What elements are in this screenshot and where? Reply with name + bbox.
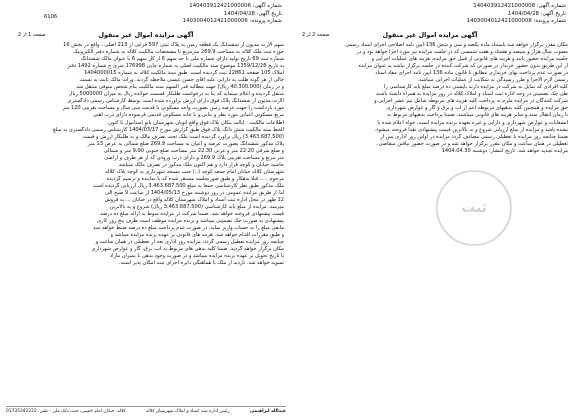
text-line: تعطیلی در همان ساعت و مکان مقرر برگزار خواهد شد و در صورت حضور نیافتن متقاضی، <box>376 140 568 147</box>
text-line: مرحوم ..... قبلا بدهکار و طبق صورتجلسه مستقر شده که با نماینده و ترسیم گردیده <box>106 175 284 182</box>
notice-body <box>292 42 568 155</box>
text-line: خالی از هر گونه طلب به دارایی علیه اقای حسن عیسی ملاحظه گردید. وراث مالک ثابت به نسبت <box>79 77 284 84</box>
text-line: (3.463.687.500) ریال برآورد گردیده است ملک تحت تصرف مالک و به طلبکار ارزش و قیمت <box>82 133 284 140</box>
notice-body <box>8 42 284 268</box>
text-line: مصوب سال هزار و سیصد و هشتاد و هفت شمسی که در جلسه مزایده نیز مورد اجرا خواهد بود و در <box>356 49 568 56</box>
signatory-name: عبدالله ابراهیمی <box>249 409 286 415</box>
text-line: و ضلع شرقی 22.20 متر و غربی 22.30 متر مساحت ضلع جنوبی 9.90 متر و شمالی <box>103 147 284 154</box>
text-line: نشده باشد و مزایده از مبلغ ارزیابی شروع و به بالاترین قیمت پیشنهادی نقدا فروخته میشود. <box>374 126 568 133</box>
text-line: حاشیه خیابان و کوچه قرار دارد و هم اکنون ملک مذکور در تصرف مالک میباشد <box>118 161 284 168</box>
text-line: رسمی لازم الاجرا و طرز رسیدگی به شکایت از عملیات اجرایی میباشد. <box>417 77 568 84</box>
text-line: مزایده تجدید خواهد شد. تاریخ انتشار: دوشنبه 1404.04.30 <box>441 147 568 154</box>
text-line: تسویه خواهد شد. بازدید از ملک با هماهنگی دایره اجرای ثبت امکان پذیر است. <box>118 260 284 267</box>
text-line: شرکت کنندگان در مزایده ملزم به پرداخت کلیه هزینه های مربوطه شامل نیم عشر اجرایی و <box>374 98 568 105</box>
text-line: شهرستان کلاله خیابان امام جمعه کوچه (..) جنب مسجد شهرداری به کوچه پلاک کلاله <box>105 168 284 175</box>
text-line: پلاک مذکور ششدانگ بصورت عرصه و اعیان به مساحت 269.9 ضلع شمالی به عرض 13 متر <box>87 140 284 147</box>
text-line: حق مزایده و همچنین کلیه بدهیهای مربوطه اعم از آب و برق و گاز و عوارض شهرداری <box>386 105 568 112</box>
signatory-role: رئیس اداره ثبت اسناد و املاک شهرستان کلاله <box>146 409 230 415</box>
notice-page-2 <box>288 0 572 420</box>
text-line: تا زمان انتقال سند و سایر هزینه های قانونی میباشند. ضمنا پرداخت بدهیهای مربوط به <box>387 112 568 119</box>
notice-meta <box>132 3 282 26</box>
notice-number: شماره آگهی: 140403912421000008 <box>473 3 566 9</box>
text-line: قیمت پیشنهادی فروخته خواهد شد. ضمنا شرکت در مزایده منوط به ارائه مبلغ ده درصد <box>100 211 284 218</box>
text-line: مکان برگزار خواهد گردید. ضمنا کلیه بدهی های مربوط به آب، برق، گاز و عوارض شهرداری <box>91 246 284 253</box>
text-line: مربع مسکونی اعیانی مورد نظر و بنایی و با خانه مسکونی قدیمی فرسوده دارای درب آهنی <box>92 112 284 119</box>
text-line: منتقل گردیده و اعلام مینماید که بنا به درخواست طلبکار قسمت خوانده ریال به میزان 5000000 ریال <box>68 91 284 98</box>
text-line: و طبق مقررات اقدام خواهد شد. هزینه های قانونی بر عهده برنده مزایده میباشد و <box>110 232 284 239</box>
text-line: مورد بازداشت را جهت عرصه زمین بصورت واحد مسکونی تا قدمت سی سال و مساحت تقریبی 120 متر <box>62 105 284 112</box>
stamp-watermark: ثبت <box>436 170 512 246</box>
notice-date: تاریخ آگهی: 1404/04/28 <box>223 10 282 17</box>
office-address: کلاله، خیابان امام خمینی، جنب بانک ملی - تلفن: 01735342222 <box>6 409 126 415</box>
text-line: ضمنا چنانچه روز مزایده با تعطیلی رسمی مصادف گردد مزایده در اولین روز اداری پس از <box>380 133 568 140</box>
text-line: مکان مقرر برگزار خواهد شد باستناد ماده یکصد و سی و شش 136-آیین نامه اصلاحی اجرای اسناد رسمی <box>345 42 568 48</box>
case-number: شماره پرونده: 1403004012421000006 <box>182 18 282 25</box>
text-line: سهم الارث مدیون از ششدانگ یک قطعه زمین به پلاک ثبتی 597 فرعی از 213 اصلی ، واقع در بخش 16 <box>63 42 284 48</box>
text-line: شماره ثبت 69 تاریخ تولید دارای شماره ملی تا حد سهم 6 از کل سهم 6 با عنوان مالک ششدانگ <box>80 56 284 63</box>
case-number: شماره پرونده: 1403004012421000008 <box>466 18 566 25</box>
page-title: آگهی مزایده اموال غیر منقول <box>98 31 194 39</box>
document-code: 6106 <box>44 14 58 20</box>
text-line: مابقی مبلغ را به حساب واریز نماید. در صورت عدم پرداخت مبلغ ده درصد ضبط خواهد شد <box>93 225 284 232</box>
page-number: صفحه 2 از 2 <box>302 32 330 38</box>
page-title: آگهی مزایده اموال غیر منقول <box>382 31 478 39</box>
text-line: انشعابات و عوارض شهرداری و دارایی و غیره بعهده برنده مزایده است، خواه اعلام شده یا <box>377 119 568 126</box>
text-line: در صورت عدم پرداخت بهای خریداری مطابق با قانون ماده 136 آیین نامه اجرای مفاد اسناد <box>375 70 568 77</box>
text-line: از این طریق بدون حضور خریدار در صورتی که شرکت کننده در جلسه برگزار نباشد به عنوان مزایده <box>358 63 568 70</box>
text-line: تا تاریخ تحویل بر عهده برنده مزایده میباشد و در صورت وجود بدهی تا بمیزان مازاد <box>109 253 284 260</box>
text-line: پیشنهادی به صورت چک تضمینی میباشد و برنده مزایده موظف است ظرف پنج روز کاری <box>96 218 284 225</box>
text-line: الخط سند مالکیت شش دانگ پلاک فوق طبق گزارش مورخ 1404/03/17 کارشناس رسمی دادگستری به مبلغ <box>52 126 284 133</box>
text-line: املاک 105 صفحه 22861 ثبت گردیده است. طبق سند مالکیت کلاله به شماره 1404000015 <box>84 70 284 77</box>
text-line: ملک مذکور طبق نظر کارشناسی جمعا به مبلغ 3.463.687.500 ریال ارزیابی گردیده است <box>92 182 284 189</box>
page-number: صفحه 1 از 2 <box>18 32 46 38</box>
text-line: متر مربع و مساحت تقریبی پلاک 269.9 و دارای درب ورودی که از هر طرف و اراضی <box>104 154 284 161</box>
text-line: الارث مدیون از ششدانگ پلاک فوق دارای ارزش برآورده شده است توسط کارشناس رسمی دادگستری <box>67 98 284 105</box>
notice-page-1 <box>4 0 288 420</box>
text-line: کلیه افرادی که تمایل به شرکت در مزایده دارند بایستی ده درصد مبلغ پایه کارشناسی را <box>383 84 568 91</box>
text-line: 12 ظهر در محل اداره ثبت اسناد و املاک شهرستان کلاله واقع در خیابان ... به فروش <box>104 197 284 204</box>
text-line: جلسه مزایده حضور یابند و هزینه های قانونی از قبیل حق مزایده، هزینه های عملیات اجرایی و <box>371 56 568 63</box>
notice-number: شماره آگهی: 140403912421000006 <box>189 3 282 9</box>
text-line: چنانچه روز مزایده تعطیل رسمی گردد، مزایده روز اداری بعد از تعطیلی در همان ساعت و <box>95 239 284 246</box>
text-line: اطلاعات مالکیت : ایالت مکان پلاک فوق واقع اتوبان شهرستان بانو استانبول تا کنون <box>108 119 284 126</box>
notice-meta <box>416 3 566 26</box>
text-line: لذا از طریق مزایده عمومی در روز دوشنبه مورخ 1404/05/13 از ساعت 9 صبح الی <box>105 189 284 196</box>
footer <box>6 406 286 416</box>
text-line: طی چک تضمینی در وجه اداره ثبت اسناد و املاک کلاله در روز مزایده به همراه داشته باشند <box>375 91 568 98</box>
text-line: به تاریخ 1359/12/26 موضوع سند مالکیت اصلی به شماره چاپی 176998 سری ج شماره 1492 دفتر <box>67 63 284 70</box>
text-line: و در زمان (40.300.000 ریال) جهت مطالبه قدر السهم سند مالکیت بنام شخص متوفی منتقل شد <box>76 84 284 91</box>
notice-date: تاریخ آگهی: 1404/04/28 <box>507 10 566 17</box>
text-line: حوزه ثبت ملک کلاله به مساحت 269.9 مترمربع با مشخصات مالکیت کلاله به شماره دفتر الکترونیک <box>73 49 284 56</box>
text-line: میرسد. مزایده از مبلغ پایه کارشناسی (3.463.687.500 ریال) شروع و به بالاترین <box>109 204 284 211</box>
